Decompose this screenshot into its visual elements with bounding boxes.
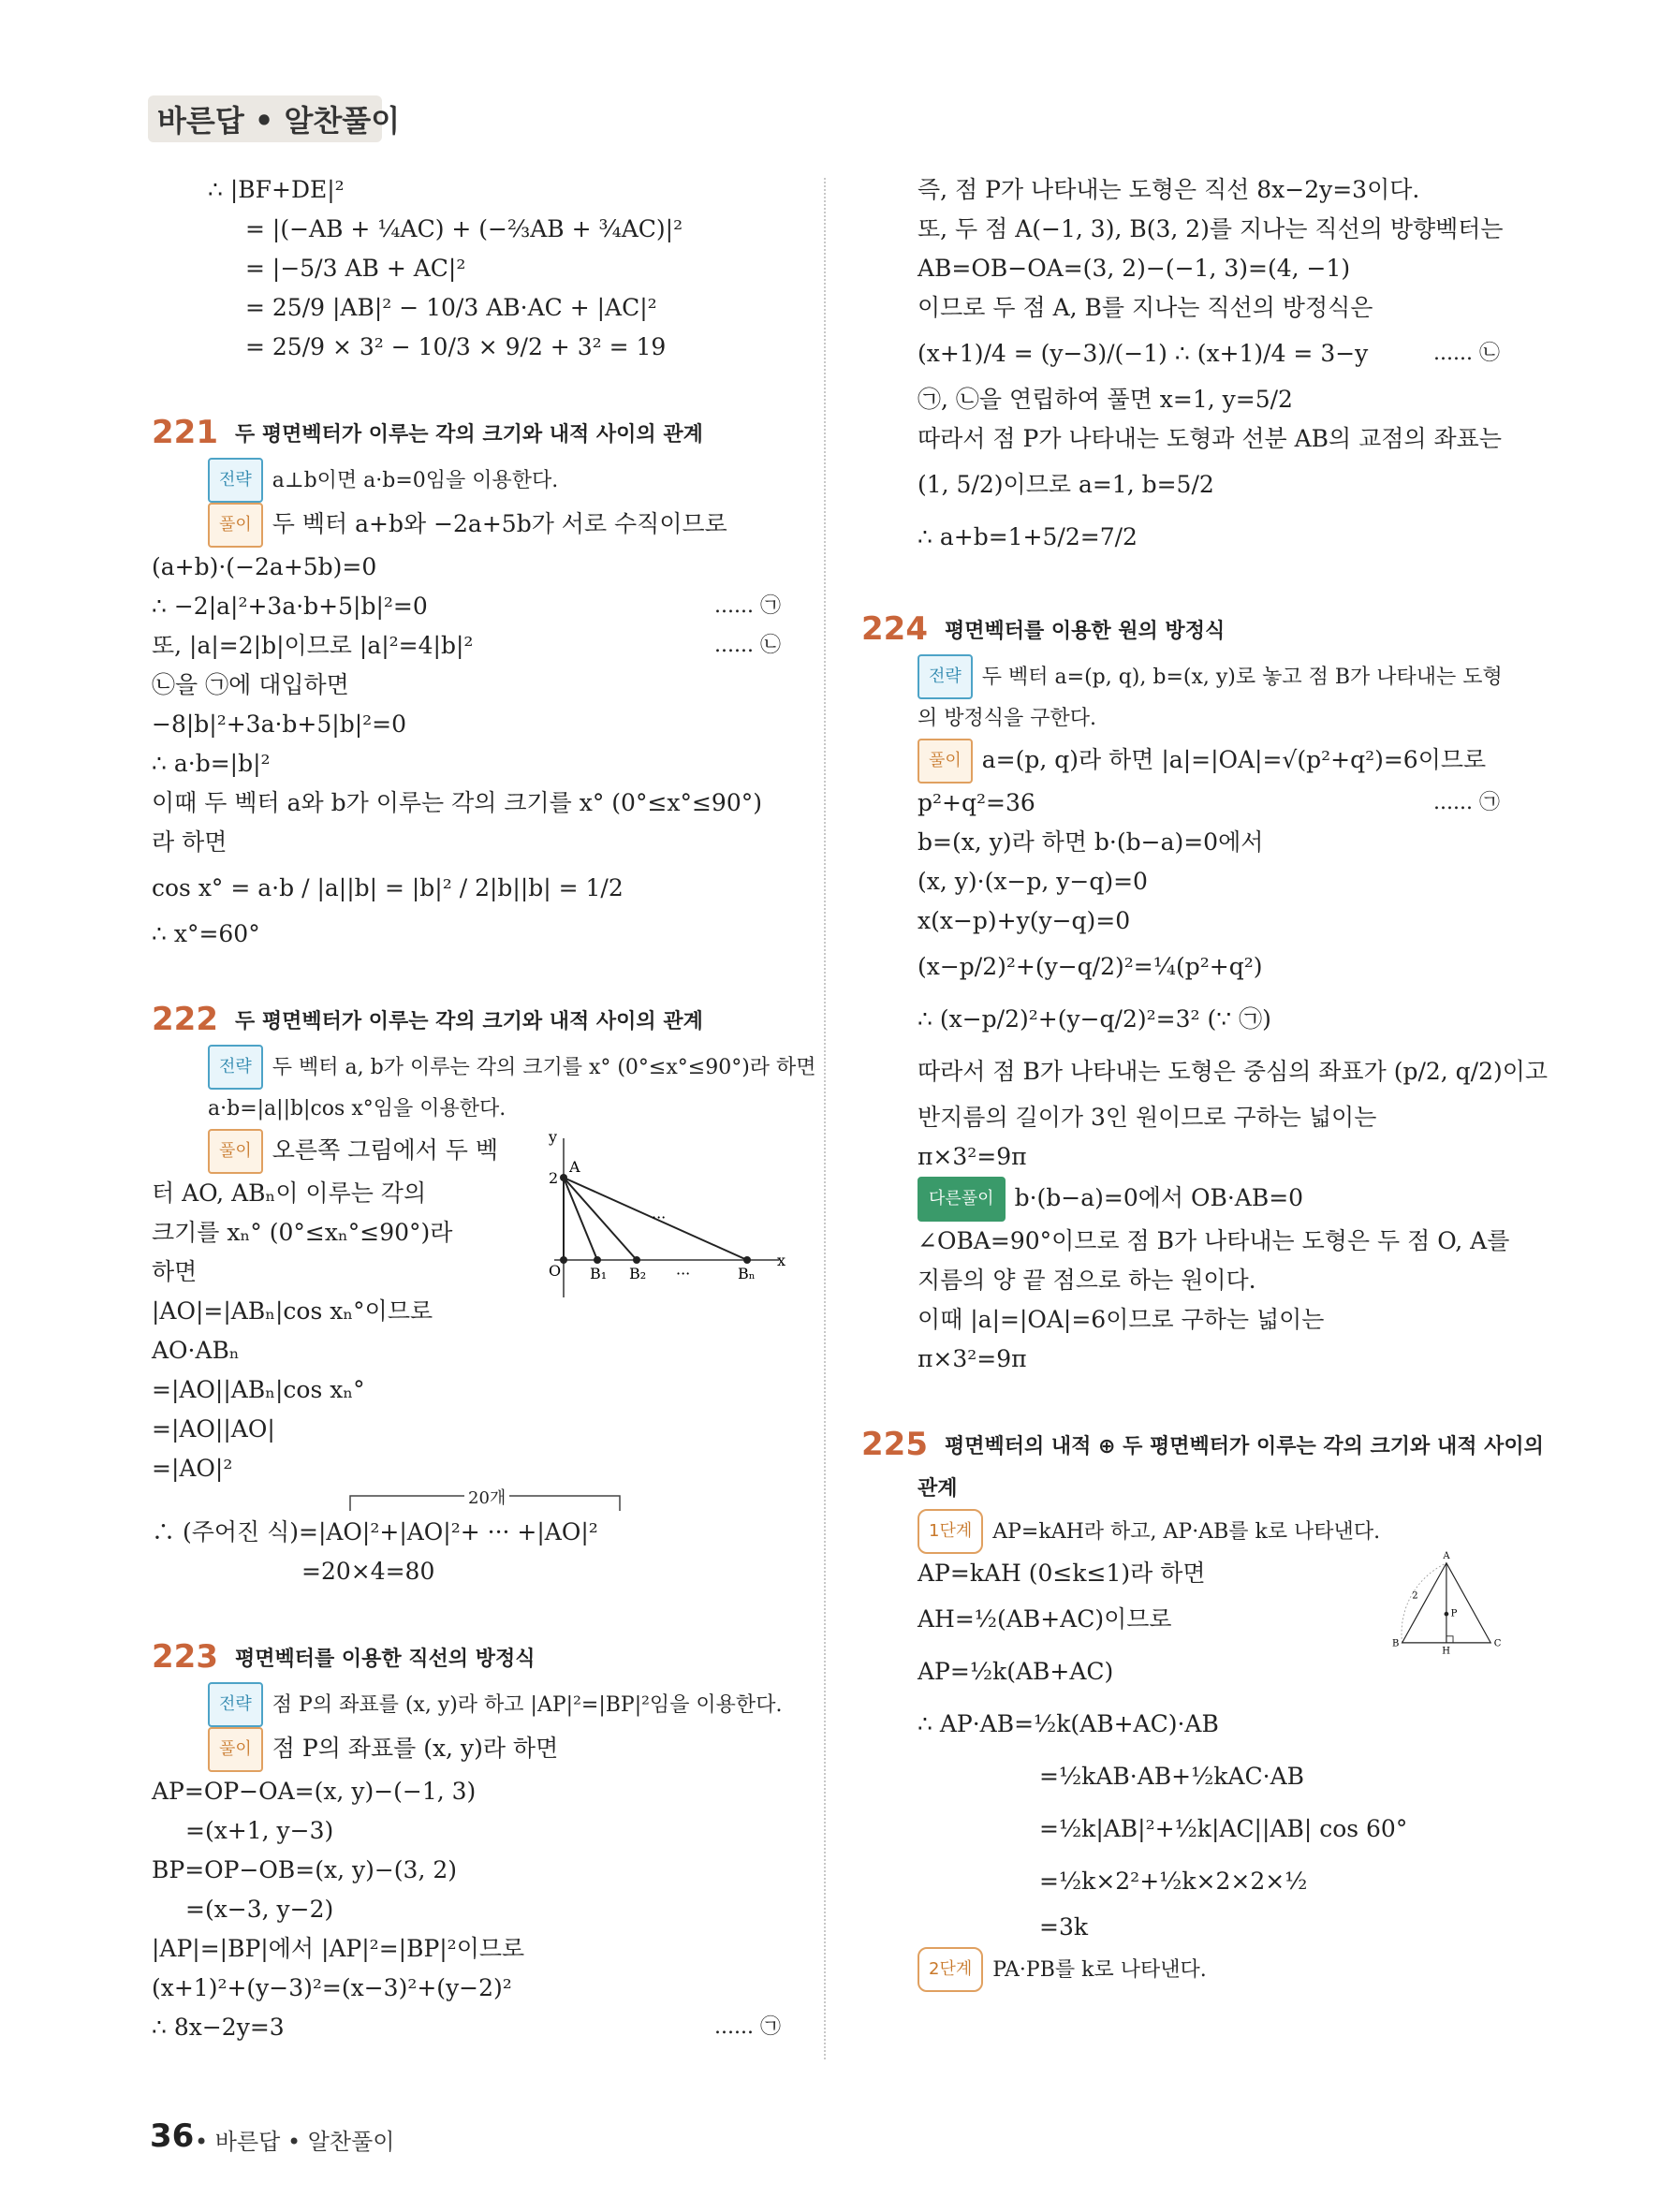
strategy-line [152,458,788,503]
solution-line [152,2008,788,2047]
problem-number: 221 [152,414,218,451]
y-axis-label: y [549,1129,558,1146]
problem-title: 평면벡터의 내적 ⊕ 두 평면벡터가 이루는 각의 크기와 내적 사이의 [944,1435,1544,1458]
point-b1 [594,1256,601,1264]
solution-line [152,1129,536,1174]
intro-line: = 25/9 × 3² − 10/3 × 9/2 + 3² = 19 [245,333,667,360]
point-b2-label: B₂ [629,1265,647,1282]
solution-line: 라 하면 [152,828,228,856]
solution-line: 반지름의 길이가 3인 원이므로 구하는 넓이는 [918,1104,1377,1131]
solution-with-figure [861,1509,1507,1751]
solution-line: ㉡을 ㉠에 대입하면 [152,671,349,698]
strategy-line [152,1045,816,1090]
solution-line: =(x+1, y−3) [185,1817,334,1844]
solution-text-block [152,1129,536,1370]
step-1-text: AP=kAH라 하고, AP·AB를 k로 나타낸다. [992,1520,1381,1544]
equation-mark: ...... ㉠ [714,2015,781,2039]
solution-line: =|AO||AO| [152,1415,275,1443]
column-divider [824,178,826,2059]
dots-label: ··· [652,1209,667,1226]
solution-line: =½kAB·AB+½kAC·AB [1039,1763,1305,1790]
solution-tag: 풀이 [918,739,973,784]
solution-text: 또, |a|=2|b|이므로 |a|²=4|b|² [152,632,474,659]
strategy-text: a⊥b이면 a·b=0임을 이용한다. [272,469,559,492]
solution-line: (a+b)·(−2a+5b)=0 [152,553,377,580]
problem-number: 223 [152,1638,218,1676]
x-axis-label: x [777,1252,786,1269]
solution-line: b=(x, y)라 하면 b·(b−a)=0에서 [918,828,1264,856]
problem-223-heading [152,1634,788,1682]
solution-line: AP=½k(AB+AC) [918,1658,1114,1685]
solution-line: π×3²=9π [918,1143,1027,1170]
solution-line: 따라서 점 B가 나타내는 도형은 중심의 좌표가 (p/2, q/2)이고 [918,1058,1549,1085]
point-a-label: A [569,1158,580,1176]
right-column [861,170,1549,1992]
triangle-figure [1380,1509,1507,1687]
solution-line: =½k|AB|²+½k|AC||AB| cos 60° [1039,1815,1408,1842]
intro-line: 또, 두 점 A(−1, 3), B(3, 2)를 지나는 직선의 방향벡터는 [918,215,1504,242]
point-b2 [633,1256,640,1264]
alt-solution-line: ∠OBA=90°이므로 점 B가 나타내는 도형은 두 점 O, A를 [918,1227,1510,1254]
problem-number: 222 [152,1001,218,1038]
origin-label: O [549,1262,562,1280]
point-b1-label: B₁ [590,1265,608,1282]
solution-tag: 풀이 [208,1727,263,1772]
solution-text: 오른쪽 그림에서 두 벡 [272,1136,498,1164]
intro-text: (x+1)/4 = (y−3)/(−1) ∴ (x+1)/4 = 3−y [918,340,1369,367]
equation-mark: ...... ㉡ [714,634,781,657]
problem-225-heading [861,1422,1544,1470]
solution-line: cos x° = a·b / |a||b| = |b|² / 2|b||b| = 1/2 [152,874,624,901]
vertex-c-label: C [1493,1638,1502,1649]
solution-line: 이때 두 벡터 a와 b가 이루는 각의 크기를 x° (0°≤x°≤90°) [152,789,762,816]
solution-line: =(x−3, y−2) [185,1896,334,1923]
strategy-line: a·b=|a||b|cos x°임을 이용한다. [208,1097,507,1121]
footer-label: • 바른답 • 알찬풀이 [195,2129,395,2155]
left-column [152,170,816,2047]
strategy-text: 두 벡터 a=(p, q), b=(x, y)로 놓고 점 B가 나타내는 도형 [981,666,1503,689]
solution-line: 크기를 xₙ° (0°≤xₙ°≤90°)라 [152,1219,453,1246]
problem-221-heading [152,410,788,458]
solution-text: 두 벡터 a+b와 −2a+5b가 서로 수직이므로 [272,510,727,537]
solution-line: x(x−p)+y(y−q)=0 [918,907,1131,934]
solution-with-figure [152,1129,788,1370]
step-2-tag: 2단계 [918,1947,983,1992]
problem-number: 225 [861,1426,928,1463]
step-line [861,1947,1507,1992]
solution-text: 점 P의 좌표를 (x, y)라 하면 [272,1735,559,1762]
solution-line: ∴ (x−p/2)²+(y−q/2)²=3² (∵ ㉠) [918,1005,1271,1033]
alt-solution-line: 이때 |a|=|OA|=6이므로 구하는 넓이는 [918,1306,1325,1333]
solution-line: ∴ (주어진 식)=|AO|²+|AO|²+ ··· +|AO|² [152,1518,598,1545]
intro-line: ㉠, ㉡을 연립하여 풀면 x=1, y=5/2 [918,386,1293,413]
problem-title: 평면벡터를 이용한 직선의 방정식 [234,1648,536,1671]
solution-line: −8|b|²+3a·b+5|b|²=0 [152,710,407,738]
right-angle-mark [1446,1636,1453,1643]
point-bn-label: Bₙ [738,1265,756,1282]
intro-line: = 25/9 |AB|² − 10/3 AB·AC + |AC|² [245,294,657,321]
brace-row [152,1488,788,1513]
solution-tag: 풀이 [208,1129,263,1174]
problem-number: 224 [861,610,928,648]
equation-mark: ...... ㉠ [1433,791,1500,814]
strategy-line: 의 방정식을 구한다. [918,707,1096,730]
solution-line: AH=½(AB+AC)이므로 [918,1605,1172,1633]
problem-224-heading [861,607,1507,654]
page-number: 36 [150,2117,195,2155]
alt-solution-line: 지름의 양 끝 점으로 하는 원이다. [918,1267,1256,1294]
solution-line: ∴ a·b=|b|² [152,750,271,777]
solution-line: ∴ AP·AB=½k(AB+AC)·AB [918,1710,1219,1737]
step-1-tag: 1단계 [918,1509,983,1554]
solution-text: p²+q²=36 [918,789,1035,816]
solution-line: AO·ABₙ [152,1337,240,1364]
dots-label: ··· [676,1265,691,1282]
solution-line: (x−p/2)²+(y−q/2)²=¼(p²+q²) [918,953,1263,980]
vertex-a-label: A [1443,1551,1450,1562]
solution-line: =|AO||ABₙ|cos xₙ° [152,1376,365,1403]
solution-tag: 풀이 [208,503,263,548]
problem-title-continued: 관계 [918,1477,958,1501]
vector-ab2 [564,1178,637,1260]
solution-text: ∴ −2|a|²+3a·b+5|b|²=0 [152,593,428,620]
intro-line [861,328,1507,380]
strategy-text: 점 P의 좌표를 (x, y)라 하고 |AP|²=|BP|²임을 이용한다. [272,1693,783,1717]
header-title: 바른답 • 알찬풀이 [157,103,401,139]
vertex-b-label: B [1392,1638,1400,1649]
solution-line: (x+1)²+(y−3)²=(x−3)²+(y−2)² [152,1974,512,2001]
problem-222-heading [152,997,788,1045]
solution-text: a=(p, q)라 하면 |a|=|OA|=√(p²+q²)=6이므로 [981,746,1487,773]
solution-line: =3k [1039,1913,1089,1941]
point-o [560,1256,567,1264]
solution-line: AP=kAH (0≤k≤1)라 하면 [918,1560,1206,1587]
solution-line: BP=OP−OB=(x, y)−(3, 2) [152,1856,458,1883]
brace-label: 20개 [464,1485,509,1509]
intro-line: 이므로 두 점 A, B를 지나는 직선의 방정식은 [918,294,1373,321]
solution-line: =|AO|² [152,1455,233,1482]
strategy-tag: 전략 [208,458,263,503]
solution-line: 터 AO, ABₙ이 이루는 각의 [152,1179,427,1207]
alt-solution-text: b·(b−a)=0에서 OB·AB=0 [1014,1184,1304,1211]
intro-line: ∴ |BF+DE|² [208,176,345,203]
solution-line: ∴ x°=60° [152,920,260,947]
intro-line: (1, 5/2)이므로 a=1, b=5/2 [918,471,1214,498]
strategy-line [861,654,1507,699]
solution-line: =20×4=80 [301,1558,435,1585]
intro-line: AB=OB−OA=(3, 2)−(−1, 3)=(4, −1) [918,255,1351,282]
solution-line: 하면 [152,1258,198,1285]
y-value-label: 2 [549,1169,559,1187]
step-line [861,1509,1380,1554]
solution-text-block [861,1509,1380,1751]
solution-line [152,587,788,626]
problem-title: 두 평면벡터가 이루는 각의 크기와 내적 사이의 관계 [234,1010,703,1033]
strategy-line [152,1682,788,1727]
alt-solution-tag: 다른풀이 [918,1177,1006,1222]
point-bn [743,1256,751,1264]
intro-line: = |−5/3 AB + AC|² [245,255,466,282]
strategy-tag: 전략 [918,654,973,699]
foot-h-label: H [1442,1646,1451,1657]
strategy-text: 두 벡터 a, b가 이루는 각의 크기를 x° (0°≤x°≤90°)라 하면 [272,1056,816,1079]
solution-text: ∴ 8x−2y=3 [152,2014,285,2041]
intro-line: 따라서 점 P가 나타내는 도형과 선분 AB의 교점의 좌표는 [918,425,1502,452]
solution-line: (x, y)·(x−p, y−q)=0 [918,868,1148,895]
step-2-text: PA·PB를 k로 나타낸다. [992,1958,1207,1982]
problem-title: 평면벡터를 이용한 원의 방정식 [944,620,1226,643]
side-length-label: 2 [1412,1590,1418,1602]
solution-line [152,1727,788,1772]
alt-solution-line [861,1177,1507,1222]
intro-line: ∴ a+b=1+5/2=7/2 [918,523,1138,550]
solution-line [861,739,1507,784]
solution-line: |AP|=|BP|에서 |AP|²=|BP|²이므로 [152,1935,525,1962]
equation-mark: ...... ㉠ [714,594,781,618]
solution-line [152,503,788,548]
problem-title: 두 평면벡터가 이루는 각의 크기와 내적 사이의 관계 [234,423,703,447]
point-p [1445,1612,1449,1617]
intro-line: 즉, 점 P가 나타내는 도형은 직선 8x−2y=3이다. [918,176,1420,203]
solution-line: |AO|=|ABₙ|cos xₙ°이므로 [152,1297,433,1325]
intro-line: = |(−AB + ¼AC) + (−⅔AB + ¾AC)|² [245,215,683,242]
solution-line: AP=OP−OA=(x, y)−(−1, 3) [152,1778,477,1805]
point-p-label: P [1450,1608,1458,1619]
equation-mark: ...... ㉡ [1433,342,1500,365]
solution-line [152,626,788,666]
solution-line: =½k×2²+½k×2×2×½ [1039,1868,1308,1895]
vector-projection-figure [536,1129,788,1307]
strategy-tag: 전략 [208,1045,263,1090]
alt-solution-line: π×3²=9π [918,1345,1027,1372]
solution-line [861,784,1507,823]
strategy-tag: 전략 [208,1682,263,1727]
